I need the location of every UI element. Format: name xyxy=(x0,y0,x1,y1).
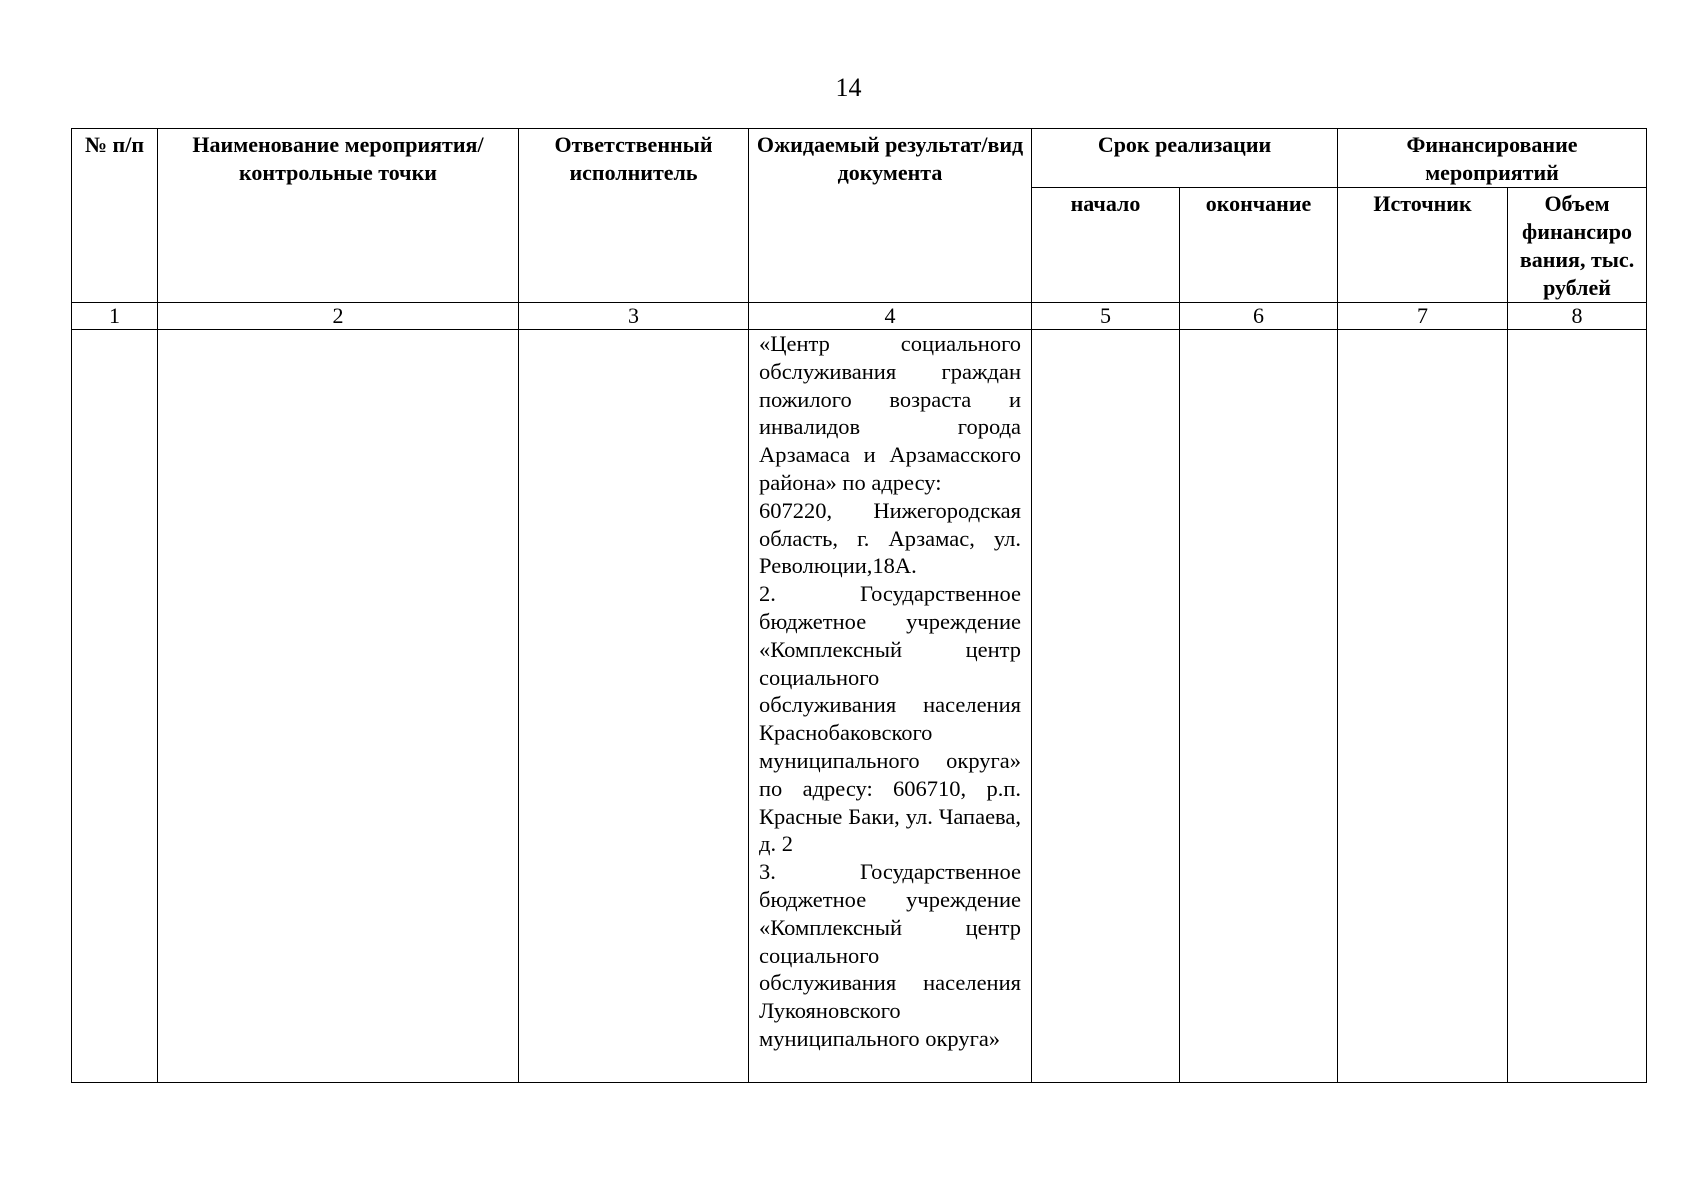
column-number: 1 xyxy=(72,303,158,330)
page-number: 14 xyxy=(835,73,862,102)
cell-end xyxy=(1180,330,1338,1083)
column-number: 6 xyxy=(1180,303,1338,330)
header-financing-source: Источник xyxy=(1338,188,1508,303)
header-name: Наименование мероприятия/ контрольные точки xyxy=(158,129,519,303)
cell-source xyxy=(1338,330,1508,1083)
cell-responsible xyxy=(519,330,749,1083)
cell-volume xyxy=(1508,330,1647,1083)
column-number: 3 xyxy=(519,303,749,330)
cell-name xyxy=(158,330,519,1083)
header-responsible: Ответственный исполнитель xyxy=(519,129,749,303)
header-period-start: начало xyxy=(1032,188,1180,303)
column-number: 2 xyxy=(158,303,519,330)
column-number: 5 xyxy=(1032,303,1180,330)
result-paragraph: 607220, Нижегородская область, г. Арзамас, ул. Революции,18А. xyxy=(759,497,1021,579)
plan-table xyxy=(71,128,1647,1083)
header-num: № п/п xyxy=(72,129,158,303)
header-financing: Финансирование мероприятий xyxy=(1338,129,1647,188)
cell-start xyxy=(1032,330,1180,1083)
column-number: 7 xyxy=(1338,303,1508,330)
header-period: Срок реализации xyxy=(1032,129,1338,188)
cell-result xyxy=(749,330,1032,1083)
cell-num xyxy=(72,330,158,1083)
column-numbers-row xyxy=(72,303,1647,330)
result-paragraph: 2. Государственное бюджетное учреждение «Комплексный центр социального обслуживания населения Краснобаковского муниципального округа» по адресу: 606710, р.п. Красные Баки, ул. Чапаева, д. 2 xyxy=(759,581,1021,857)
column-number: 4 xyxy=(749,303,1032,330)
header-period-end: окончание xyxy=(1180,188,1338,303)
result-paragraph: «Центр социального обслуживания граждан пожилого возраста и инвалидов города Арзамаса и Арзамасского района» по адресу: xyxy=(759,331,1021,495)
header-financing-volume: Объем финансиро вания, тыс. рублей xyxy=(1508,188,1647,303)
result-paragraph: 3. Государственное бюджетное учреждение «Комплексный центр социального обслуживания населения Лукояновского муниципального округа» xyxy=(759,859,1021,1051)
header-result: Ожидаемый результат/вид документа xyxy=(749,129,1032,303)
table-row xyxy=(72,330,1647,1083)
column-number: 8 xyxy=(1508,303,1647,330)
